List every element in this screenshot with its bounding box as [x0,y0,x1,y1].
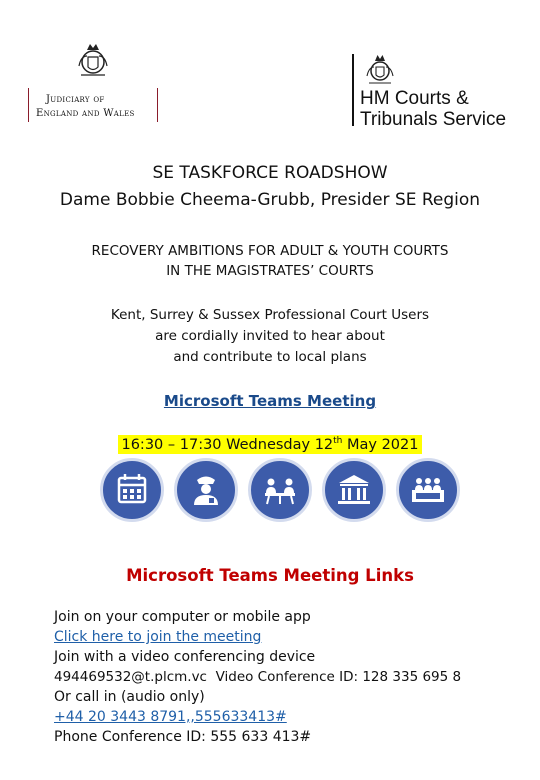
meeting-time-ordinal: th [333,436,343,447]
hmcts-logo-line2: Tribunals Service [360,109,507,130]
royal-crest-icon [73,40,113,80]
join-device-text: Join with a video conferencing device [54,649,316,665]
invite-line2: are cordially invited to hear about [155,328,385,344]
links-title: Microsoft Teams Meeting Links [126,566,414,585]
join-meeting-link[interactable]: Click here to join the meeting [54,629,262,645]
meeting-time-highlight [118,435,421,454]
meeting-links-block [54,607,461,747]
page-title: SE TASKFORCE ROADSHOW [152,163,388,183]
video-conference-line: 494469532@t.plcm.vc Video Conference ID: 128 335 695 8 [54,669,462,685]
police-officer-icon [174,458,238,522]
phone-conference-id: Phone Conference ID: 555 633 413# [54,729,312,745]
meeting-time-end: May 2021 [342,437,419,453]
icon-row [100,458,460,533]
teams-meeting-heading[interactable]: Microsoft Teams Meeting [163,392,377,410]
judiciary-logo-line2: England and Wales [36,108,135,119]
hmcts-logo-bar [352,54,354,126]
courtroom-bench-icon [396,458,460,522]
meeting-table-icon [248,458,312,522]
meeting-time [0,434,540,454]
hmcts-logo-line1: HM Courts & [360,88,469,109]
join-app-text: Join on your computer or mobile app [54,609,311,625]
court-building-icon [322,458,386,522]
page-subtitle: Dame Bobbie Cheema-Grubb, Presider SE Region [59,190,481,210]
logo-divider [157,88,158,122]
invite-line1: Kent, Surrey & Sussex Professional Court Users [110,307,430,323]
judiciary-logo [28,40,158,122]
invite-line3: and contribute to local plans [173,349,367,365]
phone-number-link[interactable]: +44 20 3443 8791,,555633413# [54,709,287,725]
royal-crest-icon [362,52,398,86]
logo-divider [28,88,29,122]
calendar-icon [100,458,164,522]
judiciary-logo-line1: Judiciary of [46,94,105,105]
ambition-line2: IN THE MAGISTRATES’ COURTS [166,263,374,279]
meeting-time-text: 16:30 – 17:30 Wednesday 12 [121,437,334,453]
ambition-line1: RECOVERY AMBITIONS FOR ADULT & YOUTH COURTS [91,243,449,259]
call-in-text: Or call in (audio only) [54,689,205,705]
